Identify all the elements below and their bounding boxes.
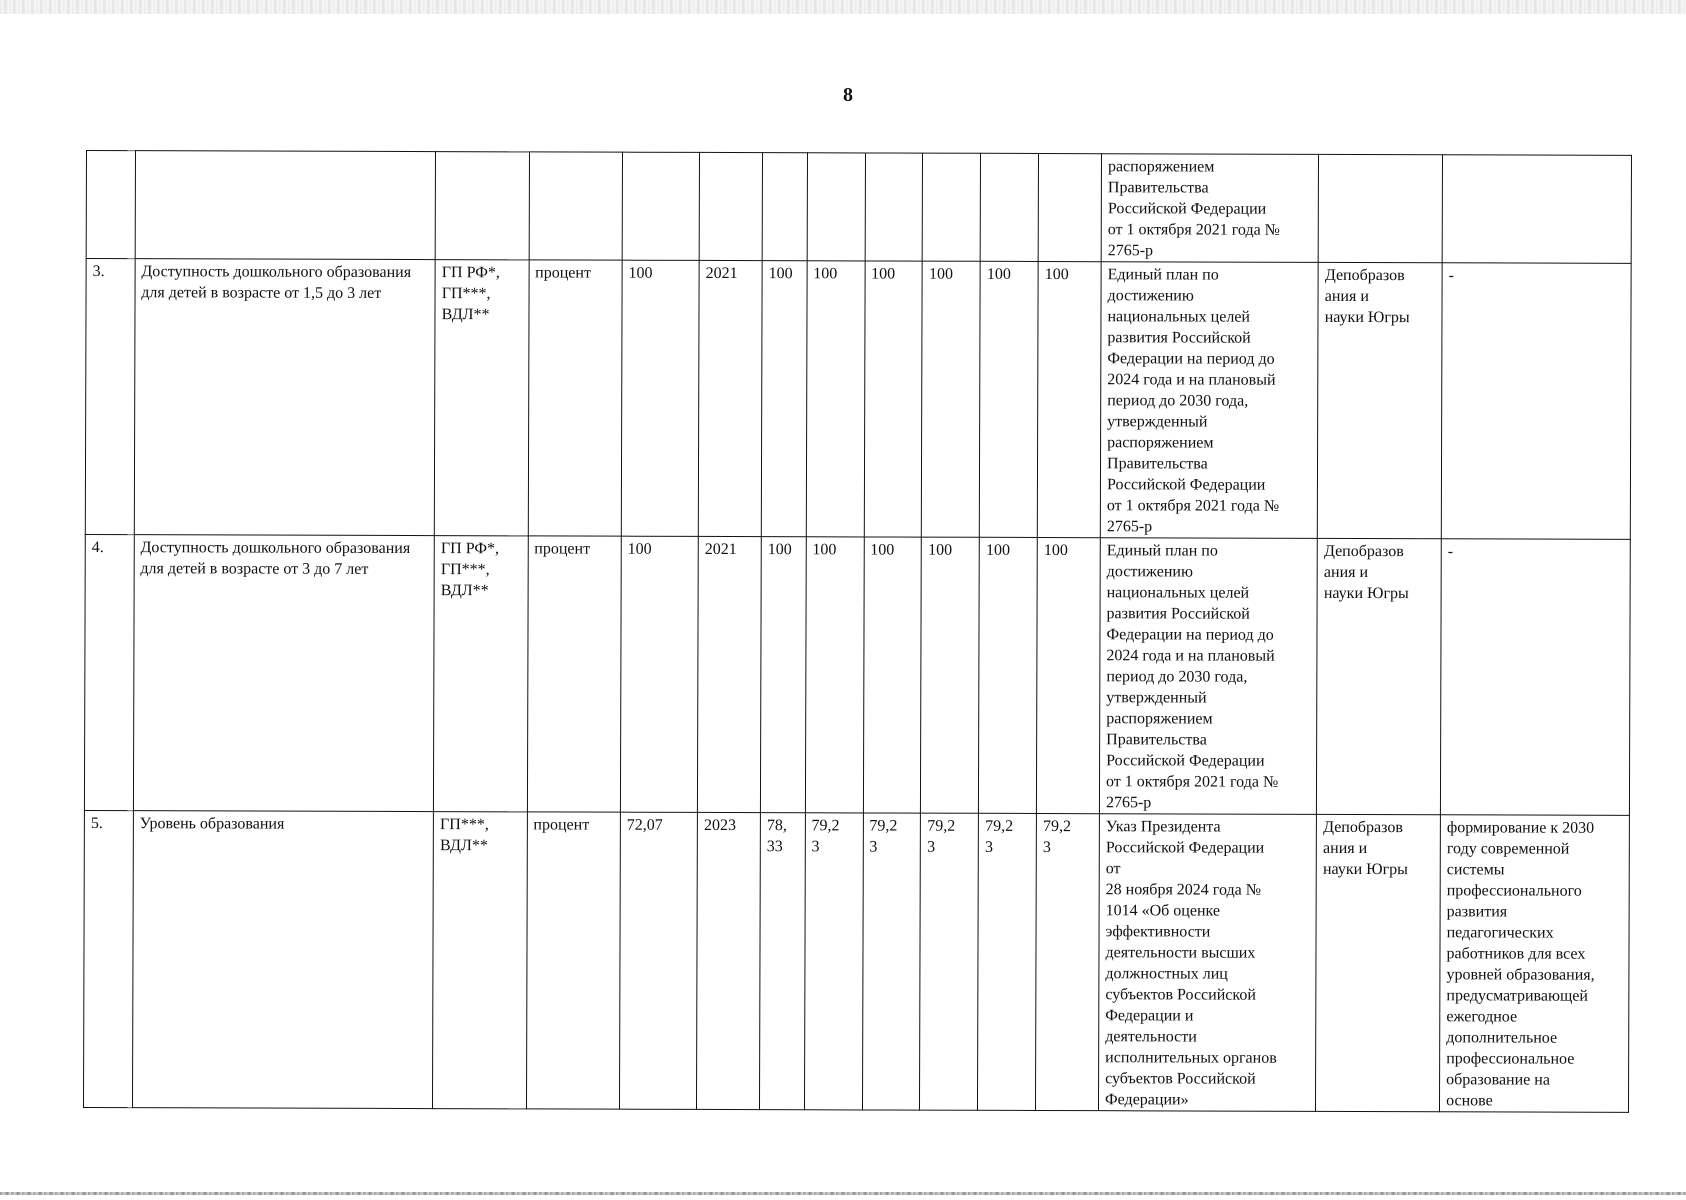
value-year-2: 100 [806, 261, 865, 537]
base-value: 100 [620, 536, 698, 812]
unit-cell [529, 152, 623, 260]
table-row [84, 534, 1630, 815]
linked-goal: - [1441, 263, 1631, 540]
document-reference: Единый план по достижению национальных целей развития Российской Федерации на период до 2024 года и на плановый период до 2030 года, утвержденный распоряжением Правительства Российской Федерации от 1 октября 2021 года № 2765-р [1100, 262, 1318, 539]
link-cell [1442, 155, 1631, 264]
row-number: 3. [85, 259, 135, 535]
document-text: распоряжением Правительства Российской Федерации от 1 октября 2021 года № 2765-р [1107, 158, 1280, 260]
base-value: 72,07 [619, 812, 697, 1109]
value-year-1: 78, 33 [759, 813, 805, 1110]
value-year-6: 100 [1037, 261, 1101, 537]
row-number: 4. [84, 534, 134, 810]
num-cell [86, 151, 135, 259]
value-year-5: 100 [980, 261, 1039, 537]
linked-goal: - [1440, 539, 1630, 816]
document-reference: Единый план по достижению национальных целей развития Российской Федерации на период до 2024 года и на плановый период до 2030 года, утвержденный распоряжением Правительства Российской Федерации от 1 октября 2021 года № 2765-р [1099, 538, 1317, 815]
value-year-5: 79,2 3 [978, 813, 1037, 1110]
value-year-3: 79,2 3 [862, 813, 921, 1110]
row-number: 5. [83, 810, 133, 1107]
indicator-name: Уровень образования [132, 811, 433, 1109]
scan-edge-bottom [0, 1192, 1686, 1195]
value-cell [923, 153, 981, 261]
table-row [83, 810, 1629, 1112]
unit-of-measure: процент [528, 260, 622, 536]
unit-of-measure: процент [526, 812, 620, 1109]
value-cell [1038, 153, 1101, 261]
indicators-table [83, 150, 1632, 1113]
value-cell [807, 153, 865, 261]
value-year-3: 100 [864, 261, 923, 537]
value-cell [865, 153, 923, 261]
indicator-level: ГП***, ВДЛ** [433, 812, 527, 1109]
value-year-2: 100 [805, 537, 864, 813]
table-row [85, 259, 1631, 540]
responsible-body: Депобразов ания и науки Югры [1316, 814, 1441, 1111]
value-year-6: 79,2 3 [1036, 813, 1100, 1110]
value-year-2: 79,2 3 [804, 813, 863, 1110]
indicator-name: Доступность дошкольного образования для детей в возрасте от 1,5 до 3 лет [134, 259, 435, 536]
value-year-4: 79,2 3 [920, 813, 979, 1110]
responsible-cell [1318, 154, 1442, 262]
table-row [86, 151, 1631, 264]
base-year: 2021 [698, 536, 762, 812]
value-year-4: 100 [922, 261, 981, 537]
base-year: 2023 [697, 812, 761, 1109]
responsible-body: Депобразов ания и науки Югры [1318, 262, 1443, 538]
indicator-level: ГП РФ*, ГП***, ВДЛ** [434, 260, 528, 536]
base-value-cell [622, 152, 699, 260]
value-year-6: 100 [1037, 537, 1101, 813]
value-year-3: 100 [863, 537, 922, 813]
linked-goal: формирование к 2030 году современной системы профессионального развития педагогических работников для всех уровней образования, предусматривающей ежегодное дополнительное профессиональное образование на основе [1440, 815, 1630, 1113]
value-year-5: 100 [979, 537, 1038, 813]
value-year-4: 100 [921, 537, 980, 813]
indicator-level: ГП РФ*, ГП***, ВДЛ** [434, 536, 528, 812]
name-cell [135, 151, 436, 260]
level-cell [435, 152, 529, 260]
value-year-1: 100 [761, 261, 807, 537]
base-value: 100 [621, 260, 699, 536]
document-reference: Указ Президента Российской Федерации от 28 ноября 2024 года № 1014 «Об оценке эффективности деятельности высших должностных лиц субъектов Российской Федерации и деятельности исполнительных органов субъектов Российской Федерации» [1099, 814, 1317, 1112]
base-year: 2021 [698, 260, 762, 536]
scan-edge-top [0, 0, 1686, 14]
value-cell [980, 153, 1038, 261]
page-number: 8 [843, 84, 853, 106]
value-cell [762, 153, 807, 261]
value-year-1: 100 [760, 537, 806, 813]
unit-of-measure: процент [527, 536, 621, 812]
indicator-name: Доступность дошкольного образования для детей в возрасте от 3 до 7 лет [133, 535, 434, 812]
document-cell [1101, 154, 1319, 263]
base-year-cell [699, 152, 762, 260]
responsible-body: Депобразов ания и науки Югры [1317, 538, 1442, 814]
